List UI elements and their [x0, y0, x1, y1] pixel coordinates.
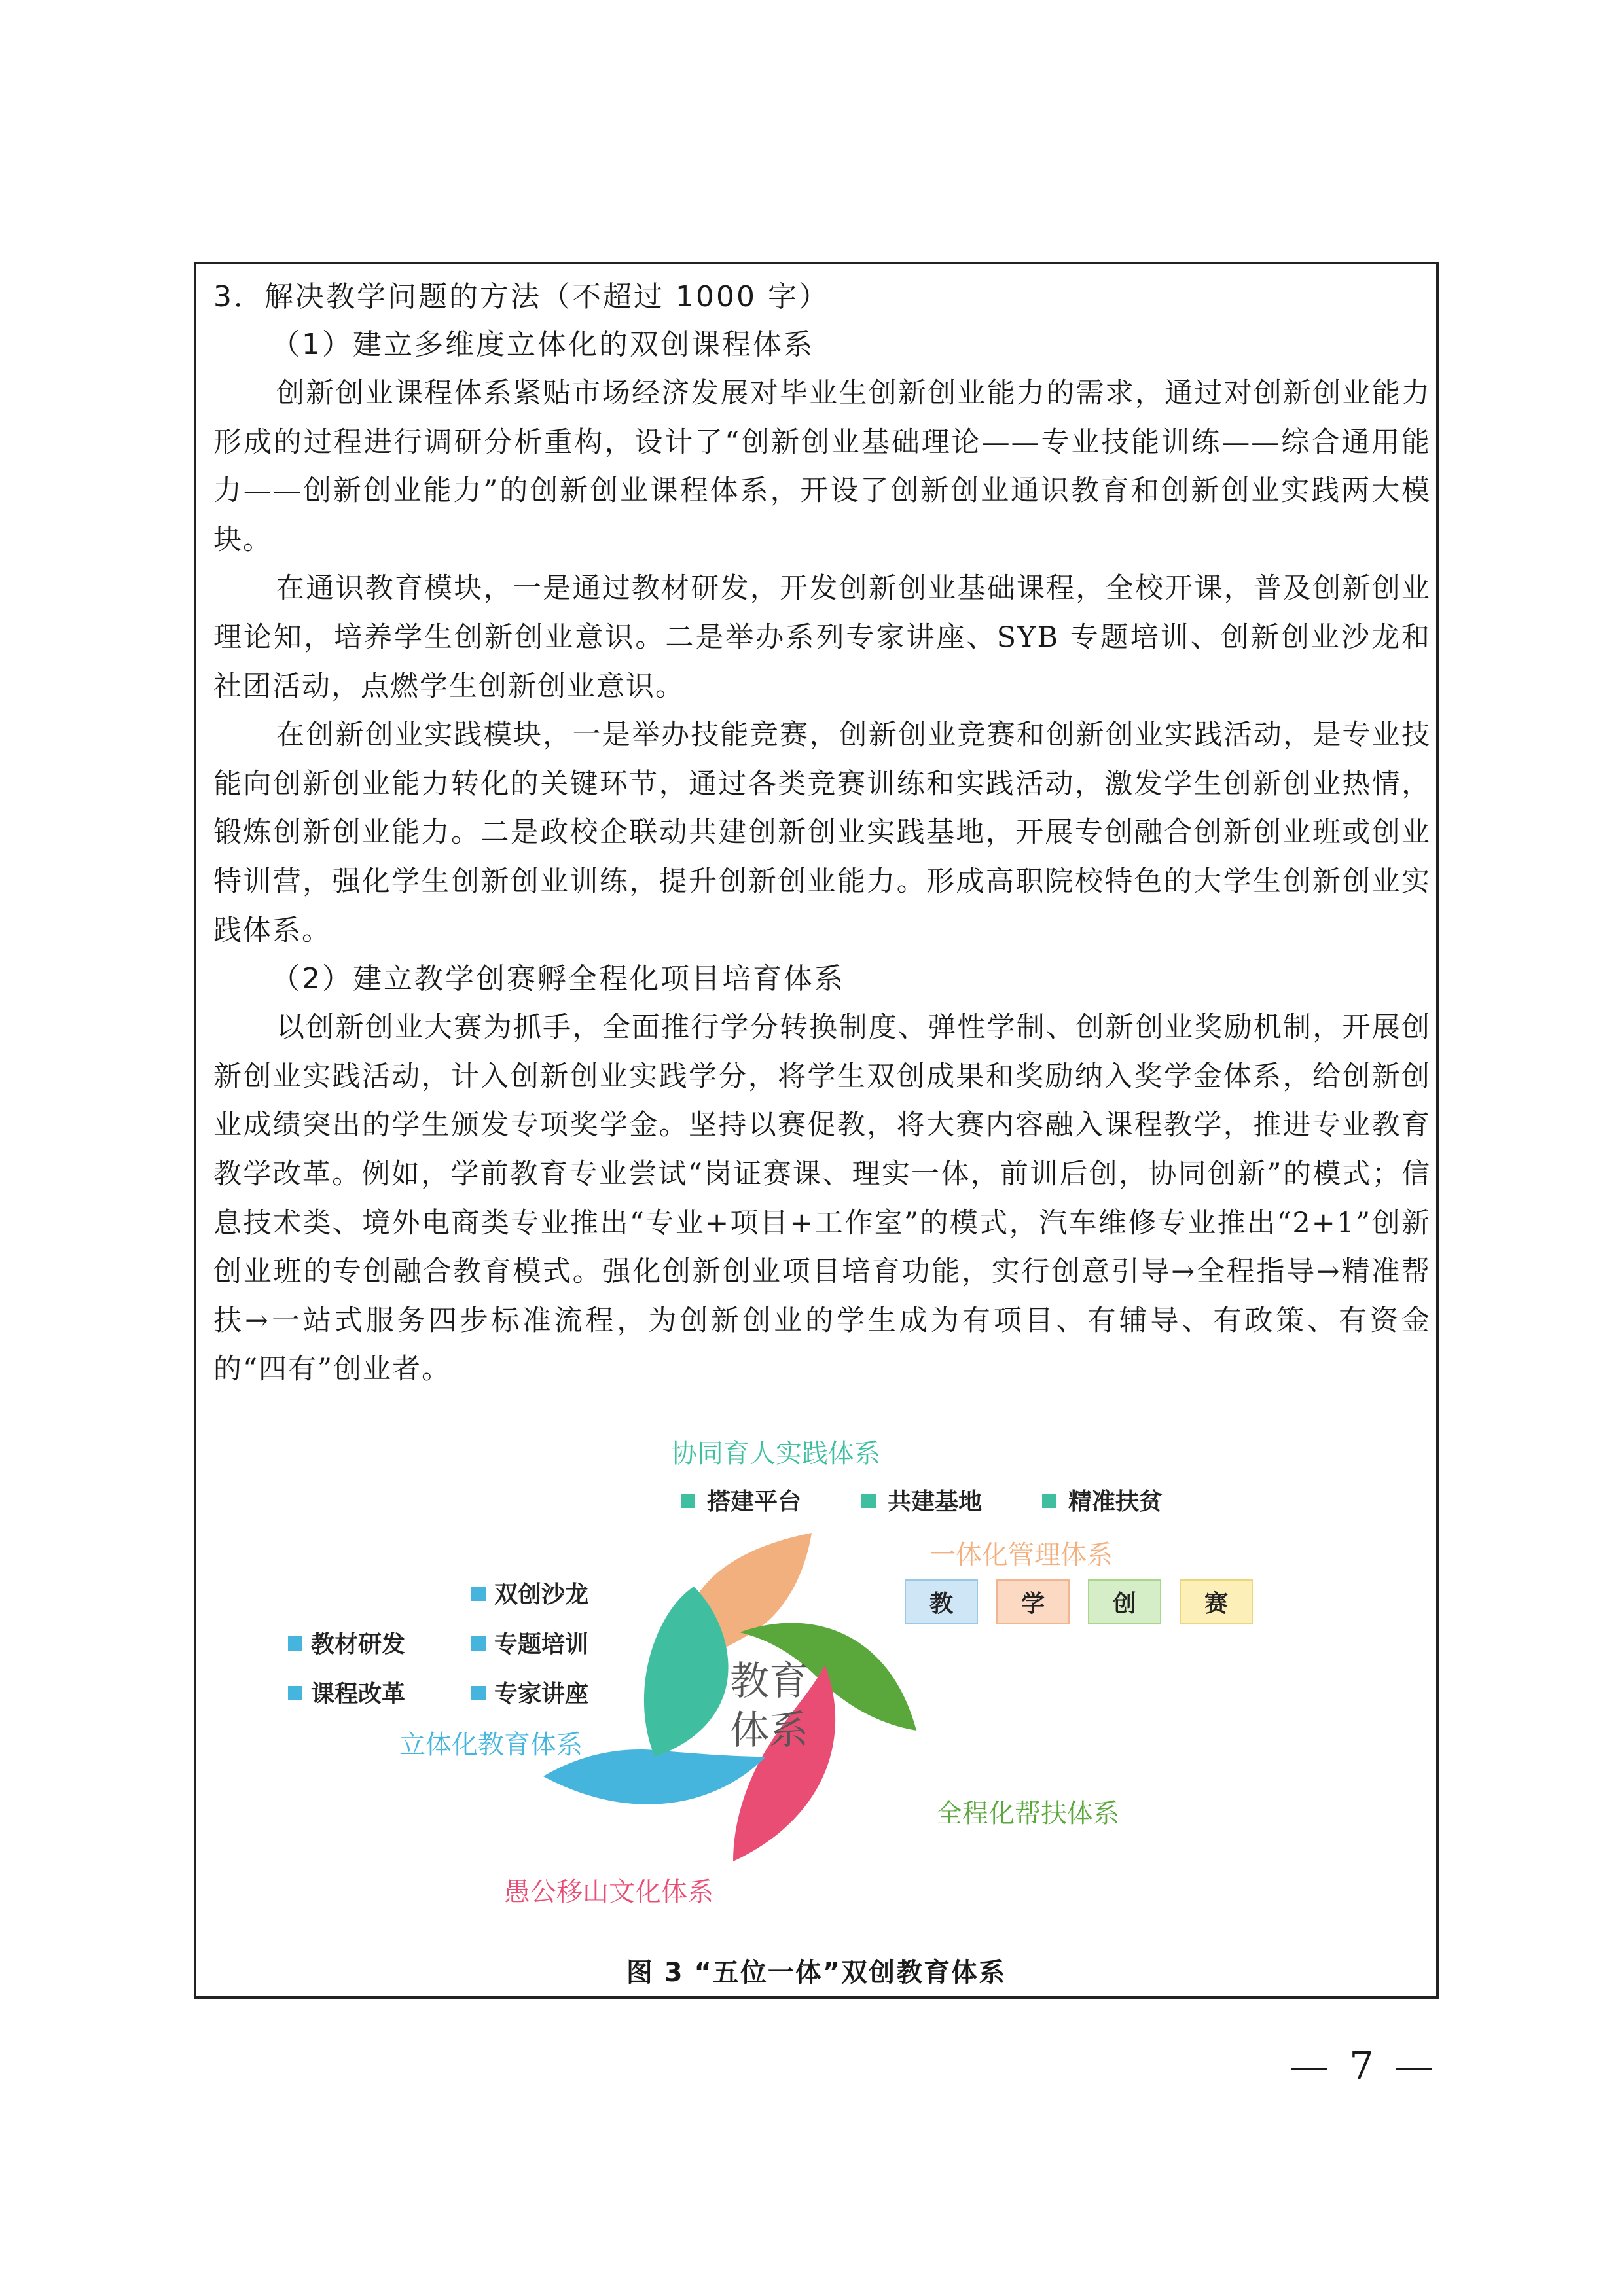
center-label-line1: 教育	[730, 1659, 808, 1704]
stereo-item-b3: 专家讲座	[494, 1681, 589, 1708]
management-box-label: 赛	[1204, 1590, 1229, 1617]
bullet-icon	[471, 1636, 486, 1651]
subsection-title-1: （1）建立多维度立体化的双创课程体系	[271, 328, 814, 361]
text-content	[213, 274, 1431, 1394]
paragraph: 在创新创业实践模块，一是举办技能竞赛，创新创业竞赛和创新创业实践活动，是专业技能向创新创业能力转化的关键环节，通过各类竞赛训练和实践活动，激发学生创新创业热情，锻炼创新创业能力。二是政校企联动共建创新创业实践基地，开展专创融合创新创业班或创业特训营，强化学生创新创业训练，提升创新创业能力。形成高职院校特色的大学生创新创业实践体系。	[213, 719, 1431, 947]
stereo-item-b1: 双创沙龙	[494, 1581, 589, 1608]
management-box-label: 学	[1020, 1590, 1045, 1617]
figure-caption: 图 3 “五位一体”双创教育体系	[626, 1958, 1007, 1988]
stereo-item-a1: 教材研发	[311, 1631, 406, 1658]
culture-system-title: 愚公移山文化体系	[504, 1877, 713, 1907]
bullet-icon	[861, 1494, 876, 1508]
whole-process-system-title: 全程化帮扶体系	[936, 1799, 1119, 1829]
top-item-3: 精准扶贫	[1068, 1488, 1163, 1515]
page-number: — 7 —	[1290, 2043, 1438, 2089]
paragraph: 在通识教育模块，一是通过教材研发，开发创新创业基础课程，全校开课，普及创新创业理论知，培养学生创新创业意识。二是举办系列专家讲座、SYB 专题培训、创新创业沙龙和社团活动，点燃学生创新创业意识。	[213, 572, 1431, 703]
subsection-title-2: （2）建立教学创赛孵全程化项目培育体系	[271, 962, 845, 996]
top-item-2: 共建基地	[888, 1488, 983, 1515]
bullet-icon	[471, 1587, 486, 1601]
paragraph: 以创新创业大赛为抓手，全面推行学分转换制度、弹性学制、创新创业奖励机制，开展创新创业实践活动，计入创新创业实践学分，将学生双创成果和奖励纳入奖学金体系，给创新创业成绩突出的学生颁发专项奖学金。坚持以赛促教，将大赛内容融入课程教学，推进专业教育教学改革。例如，学前教育专业尝试“岗证赛课、理实一体，前训后创，协同创新”的模式；信息技术类、境外电商类专业推出“专业+项目+工作室”的模式，汽车维修专业推出“2+1”创新创业班的专创融合教育模式。强化创新创业项目培育功能，实行创意引导→全程指导→精准帮扶→一站式服务四步标准流程，为创新创业的学生成为有项目、有辅导、有政策、有资金的“四有”创业者。	[213, 1011, 1431, 1386]
top-item-1: 搭建平台	[707, 1488, 802, 1515]
section-title: 3．解决教学问题的方法（不超过 1000 字）	[213, 280, 829, 314]
center-label-line2: 体系	[730, 1708, 808, 1753]
top-system-title: 协同育人实践体系	[671, 1439, 880, 1469]
management-box-label: 教	[929, 1590, 954, 1617]
stereo-item-b2: 专题培训	[494, 1631, 589, 1658]
bullet-icon	[288, 1636, 302, 1651]
bullet-icon	[681, 1494, 695, 1508]
stereo-item-a2: 课程改革	[311, 1681, 406, 1708]
management-box-label: 创	[1112, 1590, 1137, 1617]
education-system-diagram	[196, 1390, 1436, 1927]
management-system-title: 一体化管理体系	[929, 1540, 1113, 1570]
paragraph: 创新创业课程体系紧贴市场经济发展对毕业生创新创业能力的需求，通过对创新创业能力形成的过程进行调研分析重构，设计了“创新创业基础理论——专业技能训练——综合通用能力——创新创业能力”的创新创业课程体系，开设了创新创业通识教育和创新创业实践两大模块。	[213, 377, 1431, 556]
bullet-icon	[471, 1686, 486, 1700]
bullet-icon	[1042, 1494, 1056, 1508]
stereo-system-title: 立体化教育体系	[399, 1730, 583, 1760]
content-frame	[194, 262, 1439, 1999]
bullet-icon	[288, 1686, 302, 1700]
